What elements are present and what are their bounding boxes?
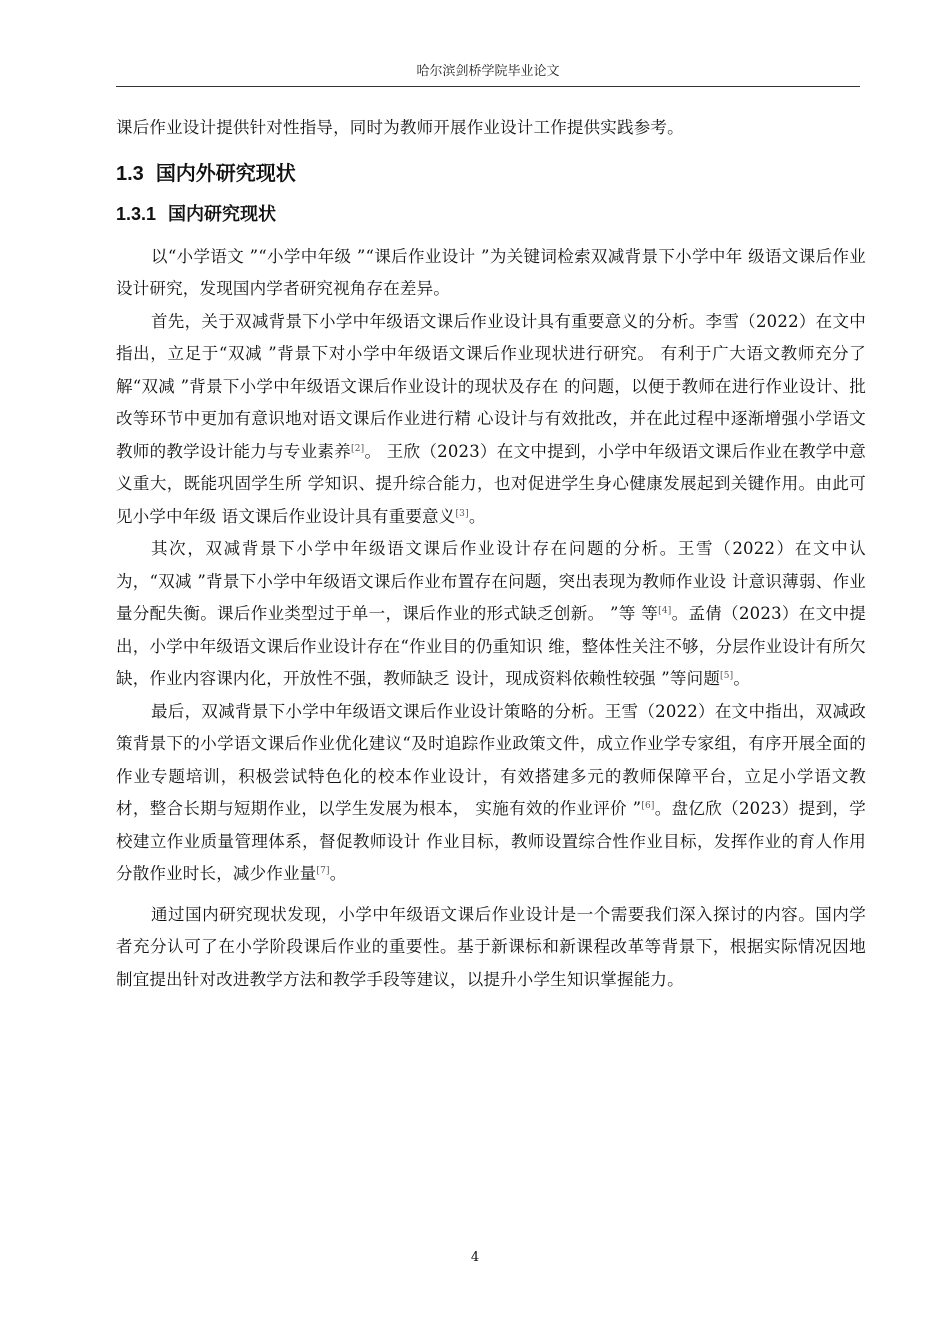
paragraph-problems — [116, 533, 866, 696]
text-run: 最后，双减背景下小学中年级语文课后作业设计策略的分析。王雪（2022）在文中指出，双减政策背景下的小学语文课后作业优化建议“及时追踪作业政策文件，成立作业学专家组，有序开展全面的作业专题培训，积极尝试特色化的校本作业设计，有效搭建多元的教师保障平台，立足小学语文教材，整合长期与短期作业，以学生发展为根本， 实施有效的作业评价 ” — [116, 701, 866, 818]
paragraph-significance — [116, 306, 866, 534]
citation-ref: [2] — [351, 443, 365, 454]
section-heading-1-3 — [116, 153, 866, 194]
page-body — [116, 112, 866, 996]
paragraph-continuation: 课后作业设计提供针对性指导，同时为教师开展作业设计工作提供实践参考。 — [116, 118, 684, 137]
page-number: 4 — [470, 1250, 480, 1265]
paragraph-summary: 通过国内研究现状发现，小学中年级语文课后作业设计是一个需要我们深入探讨的内容。国内学者充分认可了在小学阶段课后作业的重要性。基于新课标和新课程改革等背景下，根据实际情况因地制宜提出针对改进教学方法和教学手段等建议，以提升小学生知识掌握能力。 — [116, 904, 866, 989]
citation-ref: [6] — [641, 801, 655, 811]
text-run: 。 — [733, 669, 751, 688]
citation-ref: [3] — [455, 508, 469, 519]
subsection-title: 国内研究现状 — [168, 203, 277, 225]
citation-ref: [7] — [316, 866, 330, 876]
citation-ref: [4] — [658, 606, 672, 616]
text-run: 。 — [468, 506, 486, 526]
text-run: 。 王欣（2023）在文中提到，小学中年级语文课后作业在教学中意义重大，既能巩固学生所 学知识、提升综合能力，也对促进学生身心健康发展起到关键作用。由此可见小学中年级 语文课后作业设计具有重要意义 — [116, 441, 866, 526]
text-run: 其次，双减背景下小学中年级语文课后作业设计存在问题的分析。王雪（2022）在文中认为，“双减 ”背景下小学中年级语文课后作业布置存在问题，突出表现为教师作业设 计意识薄弱、作业量分配失衡。课后作业类型过于单一，课后作业的形式缺乏创新。 ”等 等 — [116, 539, 866, 623]
subsection-number: 1.3.1 — [116, 203, 157, 224]
text-run: 。孟倩（2023）在文中提出，小学中年级语文课后作业设计存在“作业目的仍重知识 维，整体性关注不够，分层作业设计有所欠缺，作业内容课内化，开放性不强，教师缺乏 设计，现成资料依赖性较强 ”等问题 — [116, 604, 866, 688]
paragraph-strategies — [116, 696, 866, 891]
text-run: 。盘亿欣（2023）提到，学校建立作业质量管理体系，督促教师设计 作业目标，教师设置综合性作业目标，发挥作业的育人作用分散作业时长，减少作业量 — [116, 799, 867, 883]
paragraph-keywords: 以“小学语文 ”“小学中年级 ”“课后作业设计 ”为关键词检索双减背景下小学中年 级语文课后作业设计研究，发现国内学者研究视角存在差异。 — [116, 246, 866, 298]
citation-ref: [5] — [720, 671, 734, 681]
section-title: 国内外研究现状 — [155, 160, 296, 185]
text-run: 。 — [329, 864, 347, 883]
header-rule — [116, 86, 860, 87]
section-number: 1.3 — [116, 162, 144, 185]
text-run: 首先，关于双减背景下小学中年级语文课后作业设计具有重要意义的分析。李雪（2022）在文中指出，立足于“双减 ”背景下对小学中年级语文课后作业现状进行研究。 有利于广大语文教师充分了解“双减 ”背景下小学中年级语文课后作业设计的现状及存在 的问题，以便于教师在进行作业设计、批改等环节中更加有意识地对语文课后作业进行精 心设计与有效批改，并在此过程中逐渐增强小学语文教师的教学设计能力与专业素养 — [116, 311, 866, 461]
page-header: 哈尔滨剑桥学院毕业论文 — [416, 64, 560, 79]
subsection-heading-1-3-1 — [116, 194, 866, 235]
